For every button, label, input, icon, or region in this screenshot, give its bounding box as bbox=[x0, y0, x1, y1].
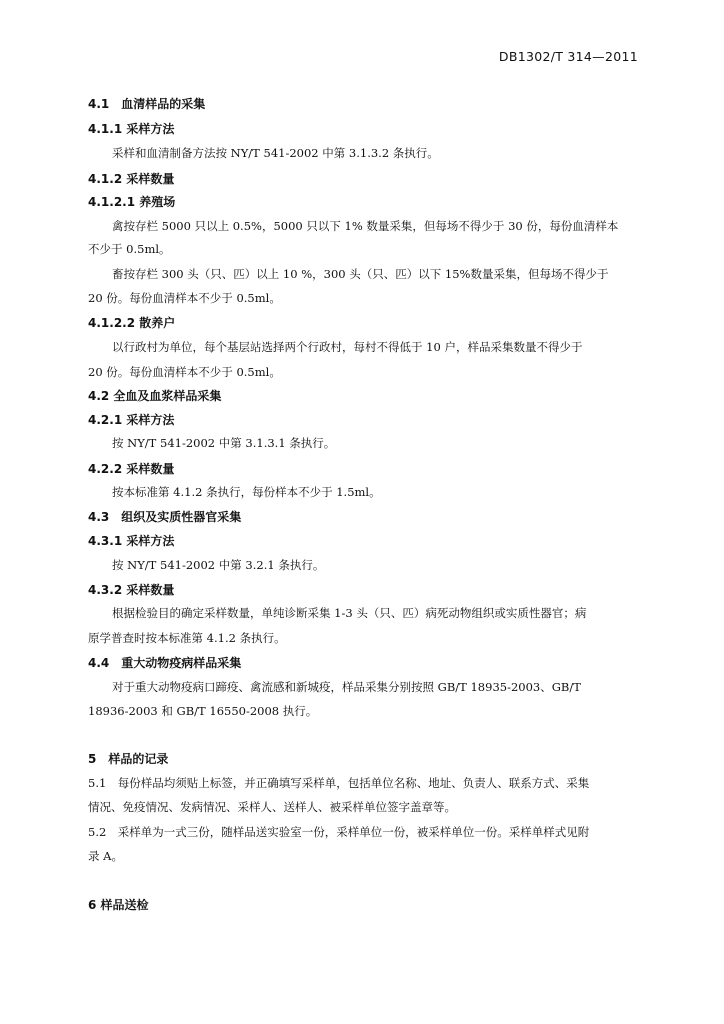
paragraph-line: 5.1 每份样品均须贴上标签，并正确填写采样单，包括单位名称、地址、负责人、联系方式、采集 bbox=[88, 776, 590, 790]
paragraph-line: 20 份。每份血清样本不少于 0.5ml。 bbox=[88, 291, 281, 305]
paragraph-line: 对于重大动物疫病口蹄疫、禽流感和新城疫，样品采集分别按照 GB/T 18935-2003、GB/T bbox=[112, 680, 581, 694]
paragraph-line: 不少于 0.5ml。 bbox=[88, 242, 171, 256]
heading-5: 5 样品的记录 bbox=[88, 752, 169, 766]
heading-4-3-1: 4.3.1 采样方法 bbox=[88, 534, 175, 548]
heading-6: 6 样品送检 bbox=[88, 898, 149, 912]
heading-4-1-2-2: 4.1.2.2 散养户 bbox=[88, 316, 176, 330]
paragraph-line: 18936-2003 和 GB/T 16550-2008 执行。 bbox=[88, 704, 318, 718]
paragraph-line: 情况、免疫情况、发病情况、采样人、送样人、被采样单位签字盖章等。 bbox=[88, 800, 456, 814]
paragraph-line: 按本标准第 4.1.2 条执行，每份样本不少于 1.5ml。 bbox=[112, 485, 381, 499]
paragraph-line: 按 NY/T 541-2002 中第 3.1.3.1 条执行。 bbox=[112, 436, 336, 450]
heading-4-2-2: 4.2.2 采样数量 bbox=[88, 462, 175, 476]
paragraph-line: 畜按存栏 300 头（只、匹）以上 10 %，300 头（只、匹）以下 15%数量采集，但每场不得少于 bbox=[112, 267, 609, 281]
heading-4-3: 4.3 组织及实质性器官采集 bbox=[88, 510, 242, 524]
paragraph-line: 根据检验目的确定采样数量，单纯诊断采集 1-3 头（只、匹）病死动物组织或实质性器官；病 bbox=[112, 606, 587, 620]
paragraph-line: 以行政村为单位，每个基层站选择两个行政村，每村不得低于 10 户，样品采集数量不得少于 bbox=[112, 340, 583, 354]
heading-4-1-2-1: 4.1.2.1 养殖场 bbox=[88, 195, 176, 209]
paragraph-line: 原学普查时按本标准第 4.1.2 条执行。 bbox=[88, 631, 286, 645]
heading-4-2-1: 4.2.1 采样方法 bbox=[88, 413, 175, 427]
heading-4-1-2: 4.1.2 采样数量 bbox=[88, 172, 175, 186]
paragraph-line: 5.2 采样单为一式三份，随样品送实验室一份，采样单位一份，被采样单位一份。采样单样式见附 bbox=[88, 825, 590, 839]
heading-4-1-1: 4.1.1 采样方法 bbox=[88, 122, 175, 136]
paragraph-line: 20 份。每份血清样本不少于 0.5ml。 bbox=[88, 365, 281, 379]
paragraph-line: 录 A。 bbox=[88, 849, 123, 863]
paragraph-line: 按 NY/T 541-2002 中第 3.2.1 条执行。 bbox=[112, 558, 325, 572]
heading-4-3-2: 4.3.2 采样数量 bbox=[88, 583, 175, 597]
heading-4-2: 4.2 全血及血浆样品采集 bbox=[88, 389, 222, 403]
heading-4-1: 4.1 血清样品的采集 bbox=[88, 97, 206, 111]
heading-4-4: 4.4 重大动物疫病样品采集 bbox=[88, 656, 242, 670]
paragraph-line: 禽按存栏 5000 只以上 0.5%，5000 只以下 1% 数量采集，但每场不得少于 30 份，每份血清样本 bbox=[112, 219, 619, 233]
document-code: DB1302/T 314—2011 bbox=[498, 49, 638, 64]
paragraph-line: 采样和血清制备方法按 NY/T 541-2002 中第 3.1.3.2 条执行。 bbox=[112, 146, 439, 160]
